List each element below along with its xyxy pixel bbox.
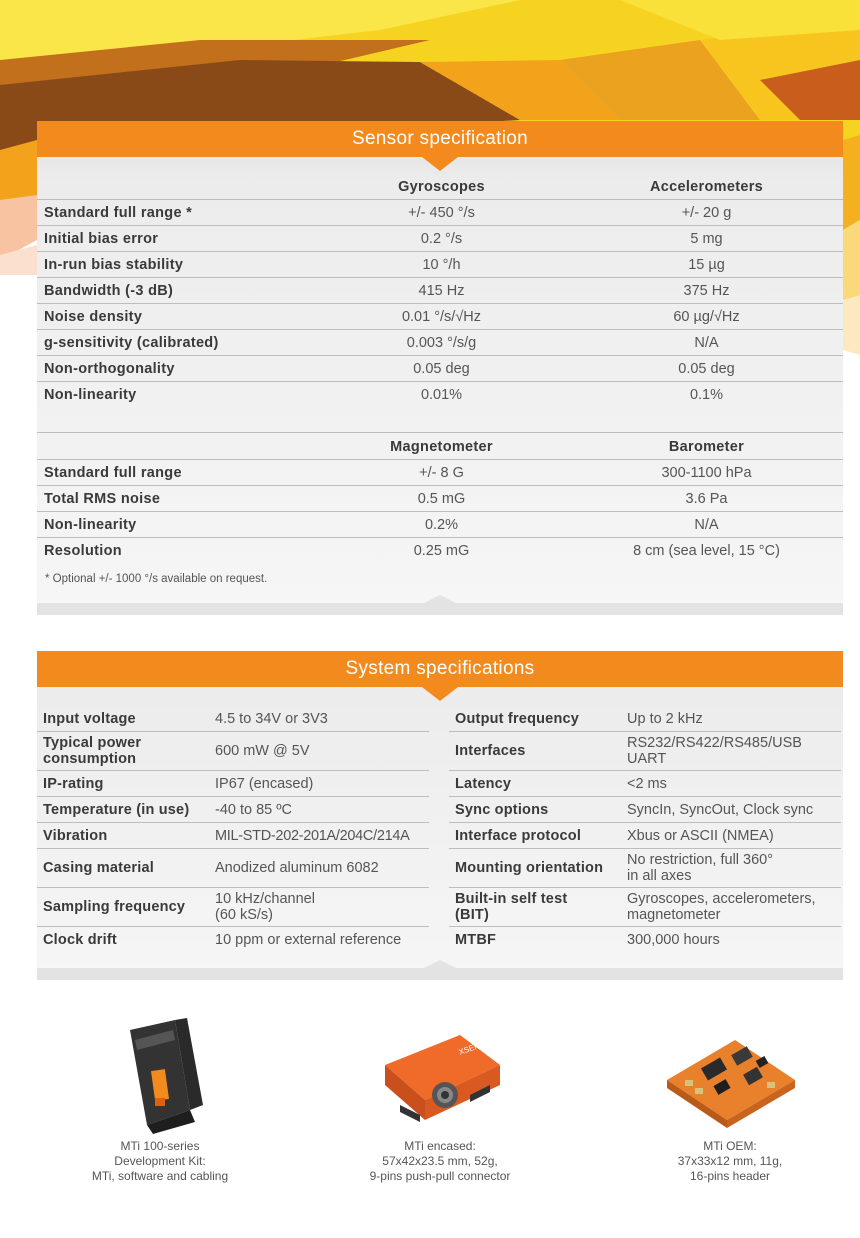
table-row [37,304,843,330]
row-value: 60 µg/√Hz [673,308,740,325]
spec-value: MIL-STD-202-201A/204C/214A [215,827,410,844]
table-row [37,486,843,512]
spec-value: SyncIn, SyncOut, Clock sync [627,801,814,818]
row-label: Noise density [44,308,143,325]
spec-value: RS232/RS422/RS485/USB UART [627,735,802,767]
table-row [37,512,843,538]
spec-row [37,706,429,732]
row-label: Non-linearity [44,387,137,403]
spec-value: No restriction, full 360° in all axes [627,852,774,884]
spec-value: Anodized aluminum 6082 [215,860,379,876]
row-value: 0.01 °/s/√Hz [401,308,482,325]
footer-notch [424,960,456,968]
sensor-spec-title: Sensor specification [351,128,529,149]
system-spec-header [37,651,843,687]
row-value: 0.2 °/s [420,230,463,247]
product-oem [600,1010,860,1184]
oem-board-image [655,1010,805,1135]
table-row [37,460,843,486]
spec-label: Typical power consumption [43,735,142,767]
product-encased [310,1010,570,1184]
row-value: 0.25 mG [413,543,470,559]
spec-row [449,706,841,732]
spec-label: Vibration [43,827,108,844]
table-row [37,382,843,408]
spec-label: Clock drift [43,932,117,948]
table-row [37,252,843,278]
spec-label: IP-rating [43,775,104,792]
row-label: Resolution [44,543,122,559]
panel-footer-band [37,603,843,615]
spec-row [37,732,429,771]
table-divider [37,432,843,433]
row-value: +/- 8 G [419,464,464,481]
row-value: +/- 20 g [681,204,732,221]
gyroscopes-header: Gyroscopes [398,178,485,195]
row-value: 0.1% [689,387,724,403]
system-left-column [37,706,429,953]
table-row [37,356,843,382]
product-caption: MTi 100-series Development Kit: MTi, software and cabling [91,1139,229,1183]
spec-value: 4.5 to 34V or 3V3 [215,710,328,727]
row-value: 0.5 mG [417,490,466,507]
footnote: * Optional +/- 1000 °/s available on request. [45,573,268,585]
svg-text:XSENS: XSENS [457,1039,487,1057]
product-dev-kit [30,1010,290,1184]
spec-row [37,927,429,953]
spec-row [37,823,429,849]
spec-row [449,797,841,823]
product-caption: MTi encased: 57x42x23.5 mm, 52g, 9-pins push-pull connector [369,1139,511,1183]
spec-label: Input voltage [43,710,136,727]
row-value: 0.2% [424,516,459,533]
row-value: 3.6 Pa [685,490,728,507]
row-value: 300-1100 hPa [661,464,752,481]
row-value: +/- 450 °/s [408,204,475,221]
table-row [37,226,843,252]
row-value: 0.05 deg [678,360,735,377]
system-spec-panel [37,651,843,980]
spec-label: Interfaces [455,743,526,759]
spec-value: Xbus or ASCII (NMEA) [627,827,774,844]
spec-value: 10 ppm or external reference [215,932,402,948]
spec-label: Latency [455,775,512,792]
gyro-accel-table [37,174,843,408]
spec-row [37,888,429,927]
row-label: Bandwidth (-3 dB) [44,282,174,299]
row-value: 5 mg [690,230,723,247]
footer-notch [424,595,456,603]
spec-value: -40 to 85 ºC [215,801,293,818]
encased-sensor-image [365,1010,515,1135]
spec-value: 300,000 hours [627,932,720,948]
spec-value: Up to 2 kHz [627,710,703,727]
spec-value: 10 kHz/channel (60 kS/s) [215,891,315,923]
table-row [37,278,843,304]
header-notch [422,687,458,701]
spec-label: Sampling frequency [43,899,186,915]
magnetometer-header: Magnetometer [390,438,493,455]
spec-label: Temperature (in use) [43,801,190,818]
system-right-column [449,706,841,953]
sensor-spec-panel [37,121,843,615]
row-label: Standard full range [44,464,182,481]
row-label: Non-linearity [44,516,137,533]
system-spec-title: System specifications [345,658,535,679]
row-label: g-sensitivity (calibrated) [44,334,219,351]
spec-value: IP67 (encased) [215,775,314,792]
spec-row [449,927,841,953]
spec-label: MTBF [455,932,497,948]
row-label: Total RMS noise [44,490,161,507]
spec-row [449,849,841,888]
row-label: Initial bias error [44,230,159,247]
accelerometers-header: Accelerometers [649,178,763,195]
row-value: 375 Hz [683,282,730,299]
spec-value: <2 ms [627,775,667,792]
row-value: 8 cm (sea level, 15 °C) [633,543,780,559]
sensor-spec-header [37,121,843,157]
table-header-row [37,434,843,460]
spec-label: Casing material [43,860,154,876]
table-row [37,538,843,564]
mag-baro-table [37,434,843,564]
spec-value: 600 mW @ 5V [215,743,310,759]
table-row [37,330,843,356]
product-caption: MTi OEM: 37x33x12 mm, 11g, 16-pins header [677,1139,783,1183]
panel-footer-band [37,968,843,980]
spec-row [449,823,841,849]
row-label: Standard full range * [44,204,193,221]
barometer-header: Barometer [668,438,745,455]
spec-row [37,771,429,797]
row-value: 10 °/h [422,256,461,273]
row-value: N/A [694,516,719,533]
spec-row [449,732,841,771]
spec-label: Output frequency [455,710,580,727]
spec-row [37,797,429,823]
table-row [37,200,843,226]
row-value: 415 Hz [418,282,465,299]
row-value: N/A [694,334,719,351]
table-header-row [37,174,843,200]
spec-label: Built-in self test (BIT) [455,891,568,923]
header-notch [422,157,458,171]
row-value: 15 µg [688,256,725,273]
spec-row [37,849,429,888]
spec-label: Interface protocol [455,827,582,844]
spec-row [449,771,841,797]
row-value: 0.05 deg [413,360,470,377]
spec-value: Gyroscopes, accelerometers, magnetometer [627,891,816,923]
row-label: In-run bias stability [44,256,184,273]
row-value: 0.003 °/s/g [406,334,477,351]
row-value: 0.01% [420,387,463,403]
spec-label: Sync options [455,801,549,818]
spec-label: Mounting orientation [455,860,604,876]
row-label: Non-orthogonality [44,360,175,377]
spec-row [449,888,841,927]
dev-kit-image [95,1010,225,1135]
